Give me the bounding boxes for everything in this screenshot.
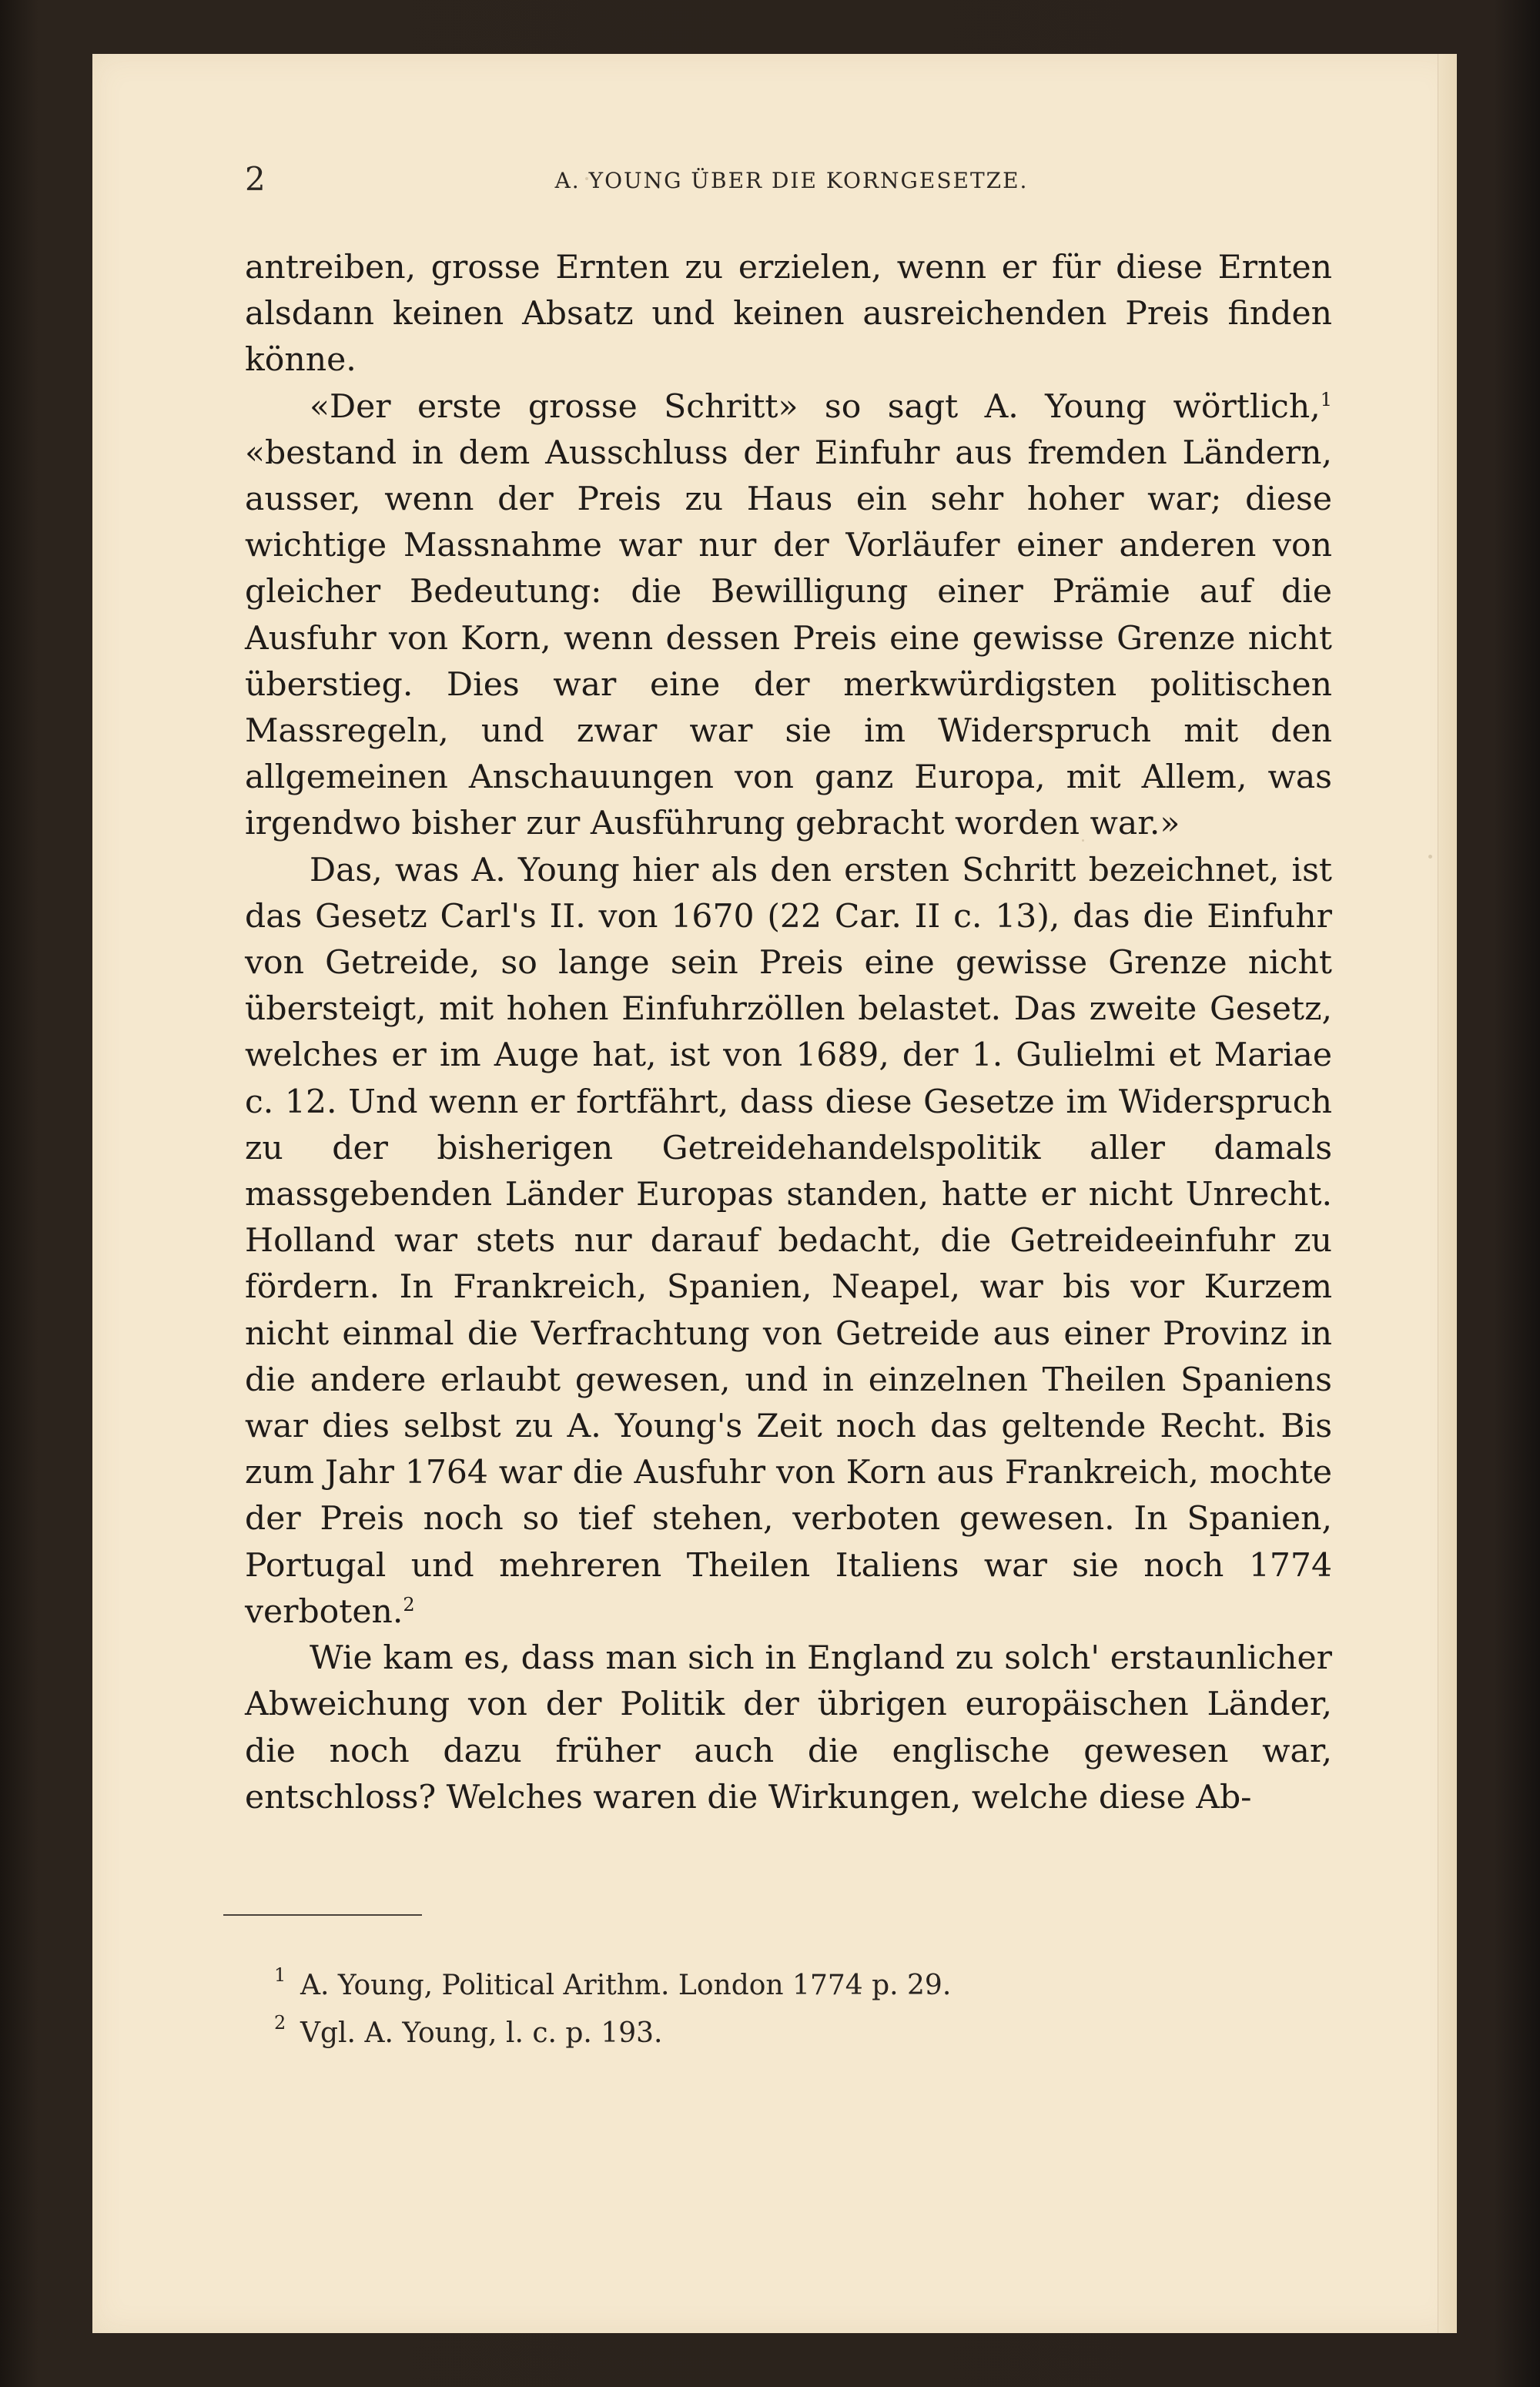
page-header xyxy=(245,160,1332,209)
footnote-1 xyxy=(274,1962,1214,2010)
footnote-separator xyxy=(223,1914,422,1916)
paragraph-1: antreiben, grosse Ernten zu erzielen, wenn er für diese Ernten alsdann keinen Absatz und keinen ausreichenden Preis finden könne. xyxy=(245,249,1332,380)
paragraph-2 xyxy=(245,384,1332,848)
page-edge xyxy=(1438,54,1457,2333)
paragraph-3 xyxy=(245,848,1332,1635)
paragraph-4: Wie kam es, dass man sich in England zu solch' erstaunlicher Abweichung von der Politik der übrigen europäischen Länder, die noch dazu früher auch die englische gewesen war, entschloss? Welches waren die Wirkungen, welche diese Ab- xyxy=(245,1639,1332,1816)
page-number: 2 xyxy=(245,160,266,198)
main-text xyxy=(245,245,1332,1821)
footnotes xyxy=(274,1962,1214,2057)
footnote-1-marker: 1 xyxy=(274,1964,286,1986)
paragraph-2-text-after-footnote: «bestand in dem Ausschluss der Einfuhr aus fremden Ländern, ausser, wenn der Preis zu Haus ein sehr hoher war; diese wichtige Massnahme war nur der Vorläufer einer anderen von gleicher Bedeutung: die Bewilligung einer Prämie auf die Ausfuhr von Korn, wenn dessen Preis eine gewisse Grenze nicht überstieg. Dies war eine der merkwürdigsten politischen Massregeln, und zwar war sie im Widerspruch mit den allgemeinen Anschauungen von ganz Europa, mit Allem, was irgendwo bisher zur Ausführung gebracht worden war.» xyxy=(245,434,1332,843)
footnote-2 xyxy=(274,2010,1214,2057)
footnote-2-marker: 2 xyxy=(274,2012,286,2034)
footnote-2-text: Vgl. A. Young, l. c. p. 193. xyxy=(300,2017,663,2049)
running-head: A. YOUNG ÜBER DIE KORNGESETZE. xyxy=(554,168,1029,193)
paragraph-2-text-before-footnote: «Der erste grosse Schritt» so sagt A. Young wörtlich, xyxy=(310,387,1321,426)
footnote-mark-1: 1 xyxy=(1320,388,1332,410)
paragraph-3-text: Das, was A. Young hier als den ersten Schritt bezeichnet, ist das Gesetz Carl's II. von 1670 (22 Car. II c. 13), das die Einfuhr von Getreide, so lange sein Preis eine gewisse Grenze nicht übersteigt, mit hohen Einfuhrzöllen belastet. Das zweite Gesetz, welches er im Auge hat, ist von 1689, der 1. Gulielmi et Mariae c. 12. Und wenn er fortfährt, dass diese Gesetze im Widerspruch zu der bisherigen Getreidehandelspolitik aller damals massgebenden Länder Europas standen, hatte er nicht Unrecht. Holland war stets nur darauf bedacht, die Getreideeinfuhr zu fördern. In Frankreich, Spanien, Neapel, war bis vor Kurzem nicht einmal die Verfrachtung von Getreide aus einer Provinz in die andere erlaubt gewesen, und in einzelnen Theilen Spaniens war dies selbst zu A. Young's Zeit noch das geltende Recht. Bis zum Jahr 1764 war die Ausfuhr von Korn aus Frankreich, mochte der Preis noch so tief stehen, verboten gewesen. In Spanien, Portugal und mehreren Theilen Italiens war sie noch 1774 verboten. xyxy=(245,851,1332,1631)
paper-spot xyxy=(1428,855,1432,859)
footnote-1-text: A. Young, Political Arithm. London 1774 p. 29. xyxy=(300,1970,952,2001)
footnote-mark-2: 2 xyxy=(403,1593,415,1615)
